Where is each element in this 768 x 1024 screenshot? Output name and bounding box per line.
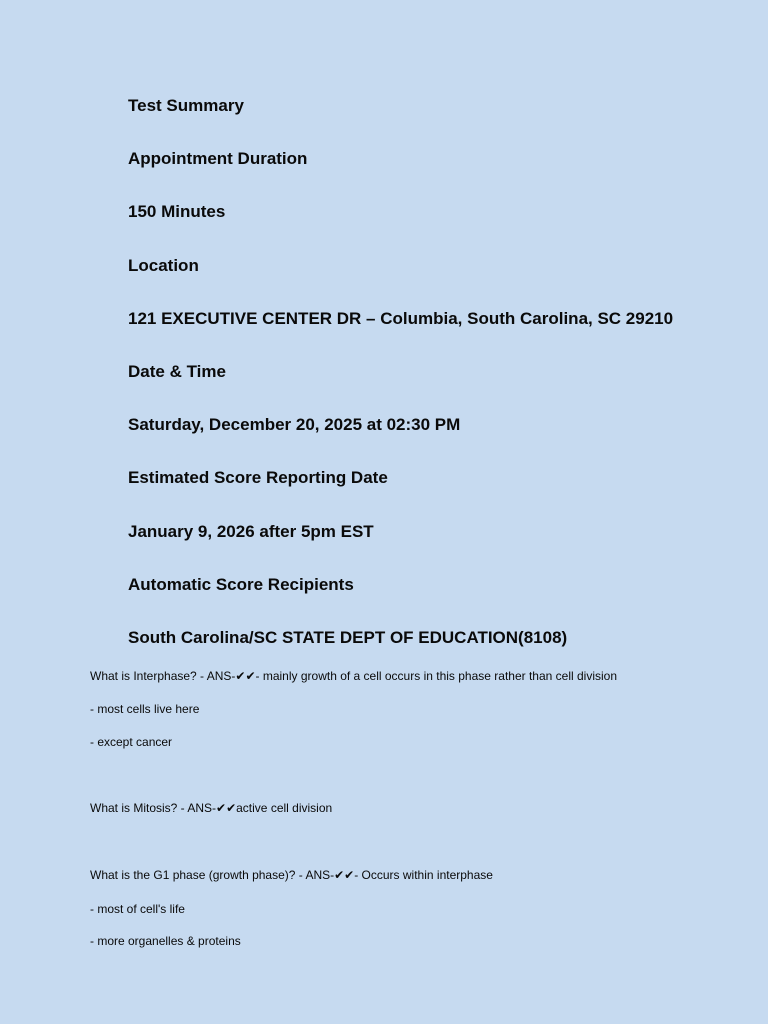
- question-interphase: What is Interphase? - ANS-✔✔- mainly growth of a cell occurs in this phase rather than cell division: [90, 669, 618, 683]
- answer-line: - except cancer: [90, 735, 173, 749]
- appointment-duration-value: 150 Minutes: [128, 202, 226, 222]
- date-time-label: Date & Time: [128, 361, 226, 381]
- answer-line: - more organelles & proteins: [90, 934, 241, 948]
- score-recipients-value: South Carolina/SC STATE DEPT OF EDUCATION(8108): [128, 627, 568, 647]
- test-summary-heading: Test Summary: [128, 96, 244, 115]
- location-label: Location: [128, 255, 199, 275]
- test-summary-section: [128, 94, 748, 679]
- score-reporting-date-value: January 9, 2026 after 5pm EST: [128, 521, 374, 541]
- question-g1-phase: What is the G1 phase (growth phase)? - ANS-✔✔- Occurs within interphase: [90, 868, 493, 882]
- score-recipients-label: Automatic Score Recipients: [128, 574, 354, 594]
- question-mitosis: What is Mitosis? - ANS-✔✔active cell division: [90, 801, 333, 815]
- appointment-duration-label: Appointment Duration: [128, 149, 308, 169]
- answer-line: - most cells live here: [90, 702, 200, 716]
- answer-line: - most of cell's life: [90, 902, 185, 916]
- date-time-value: Saturday, December 20, 2025 at 02:30 PM: [128, 415, 461, 435]
- score-reporting-date-label: Estimated Score Reporting Date: [128, 468, 388, 488]
- location-value: 121 EXECUTIVE CENTER DR – Columbia, South Carolina, SC 29210: [128, 308, 674, 328]
